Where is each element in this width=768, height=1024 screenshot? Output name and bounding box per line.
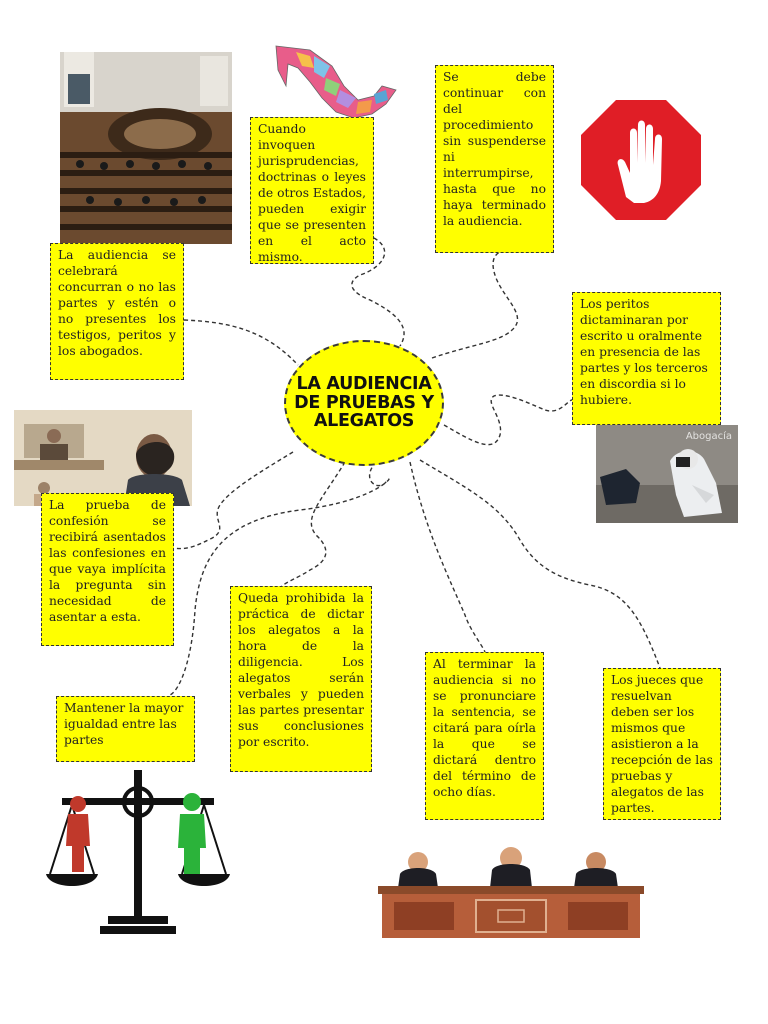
connector-alegatos — [280, 462, 345, 588]
box-continuar — [435, 65, 554, 253]
court-sketch-image — [14, 410, 192, 506]
box-jurisprudencias — [250, 117, 374, 264]
box-alegatos-text: Queda prohibida la práctica de dictar los alegatos a la hora de la diligencia. Los alegatos serán verbales y pueden las partes presentar sus conclusiones por escrito. — [238, 591, 364, 749]
connector-audiencia — [184, 320, 298, 365]
box-confesion-text: La prueba de confesión se recibirá asentados las confesiones en que vaya implícita la pregunta sin necesidad de asentar a esta. — [49, 498, 166, 624]
box-jueces-text: Los jueces que resuelvan deben ser los mismos que asistieron a la recepción de las pruebas y alegatos de las partes. — [611, 673, 713, 815]
watermark-label: Abogacía — [685, 431, 732, 442]
connector-sentencia — [410, 462, 485, 652]
box-audiencia-text: La audiencia se celebrará concurran o no las partes y estén o no presentes los testigos, peritos y los abogados. — [58, 248, 176, 358]
box-alegatos — [230, 586, 372, 772]
box-igualdad — [56, 696, 195, 762]
box-igualdad-text: Mantener la mayor igualdad entre las partes — [64, 701, 184, 747]
justice-scales-icon — [42, 766, 234, 942]
box-peritos — [572, 292, 721, 425]
connector-peritos — [444, 395, 572, 445]
courtroom-photo — [60, 52, 232, 244]
box-jueces — [603, 668, 721, 820]
forensic-expert-photo — [596, 425, 738, 523]
central-topic-title: LA AUDIENCIA DE PRUEBAS Y ALEGATOS — [294, 373, 434, 432]
judges-bench-image — [378, 846, 644, 942]
stop-hand-icon — [574, 93, 708, 227]
box-confesion — [41, 493, 174, 646]
box-peritos-text: Los peritos dictaminaran por escrito u oralmente en presencia de las partes y los terceros en discordia si lo hubiere. — [580, 297, 708, 407]
mexico-map-icon — [274, 42, 398, 122]
box-sentencia — [425, 652, 544, 820]
box-audiencia — [50, 243, 184, 380]
central-topic — [284, 340, 444, 466]
box-continuar-text: Se debe continuar con del procedimiento sin suspenderse ni interrumpirse, hasta que no haya terminado la audiencia. — [443, 70, 546, 228]
connector-continuar — [432, 252, 518, 358]
box-sentencia-text: Al terminar la audiencia si no se pronunciare la sentencia, se citará para oírla la que se dictará dentro del término de ocho días. — [433, 657, 536, 799]
box-jurisprudencias-text: Cuando invoquen jurisprudencias, doctrinas o leyes de otros Estados, pueden exigir que se presenten en el acto mismo. — [258, 122, 366, 264]
